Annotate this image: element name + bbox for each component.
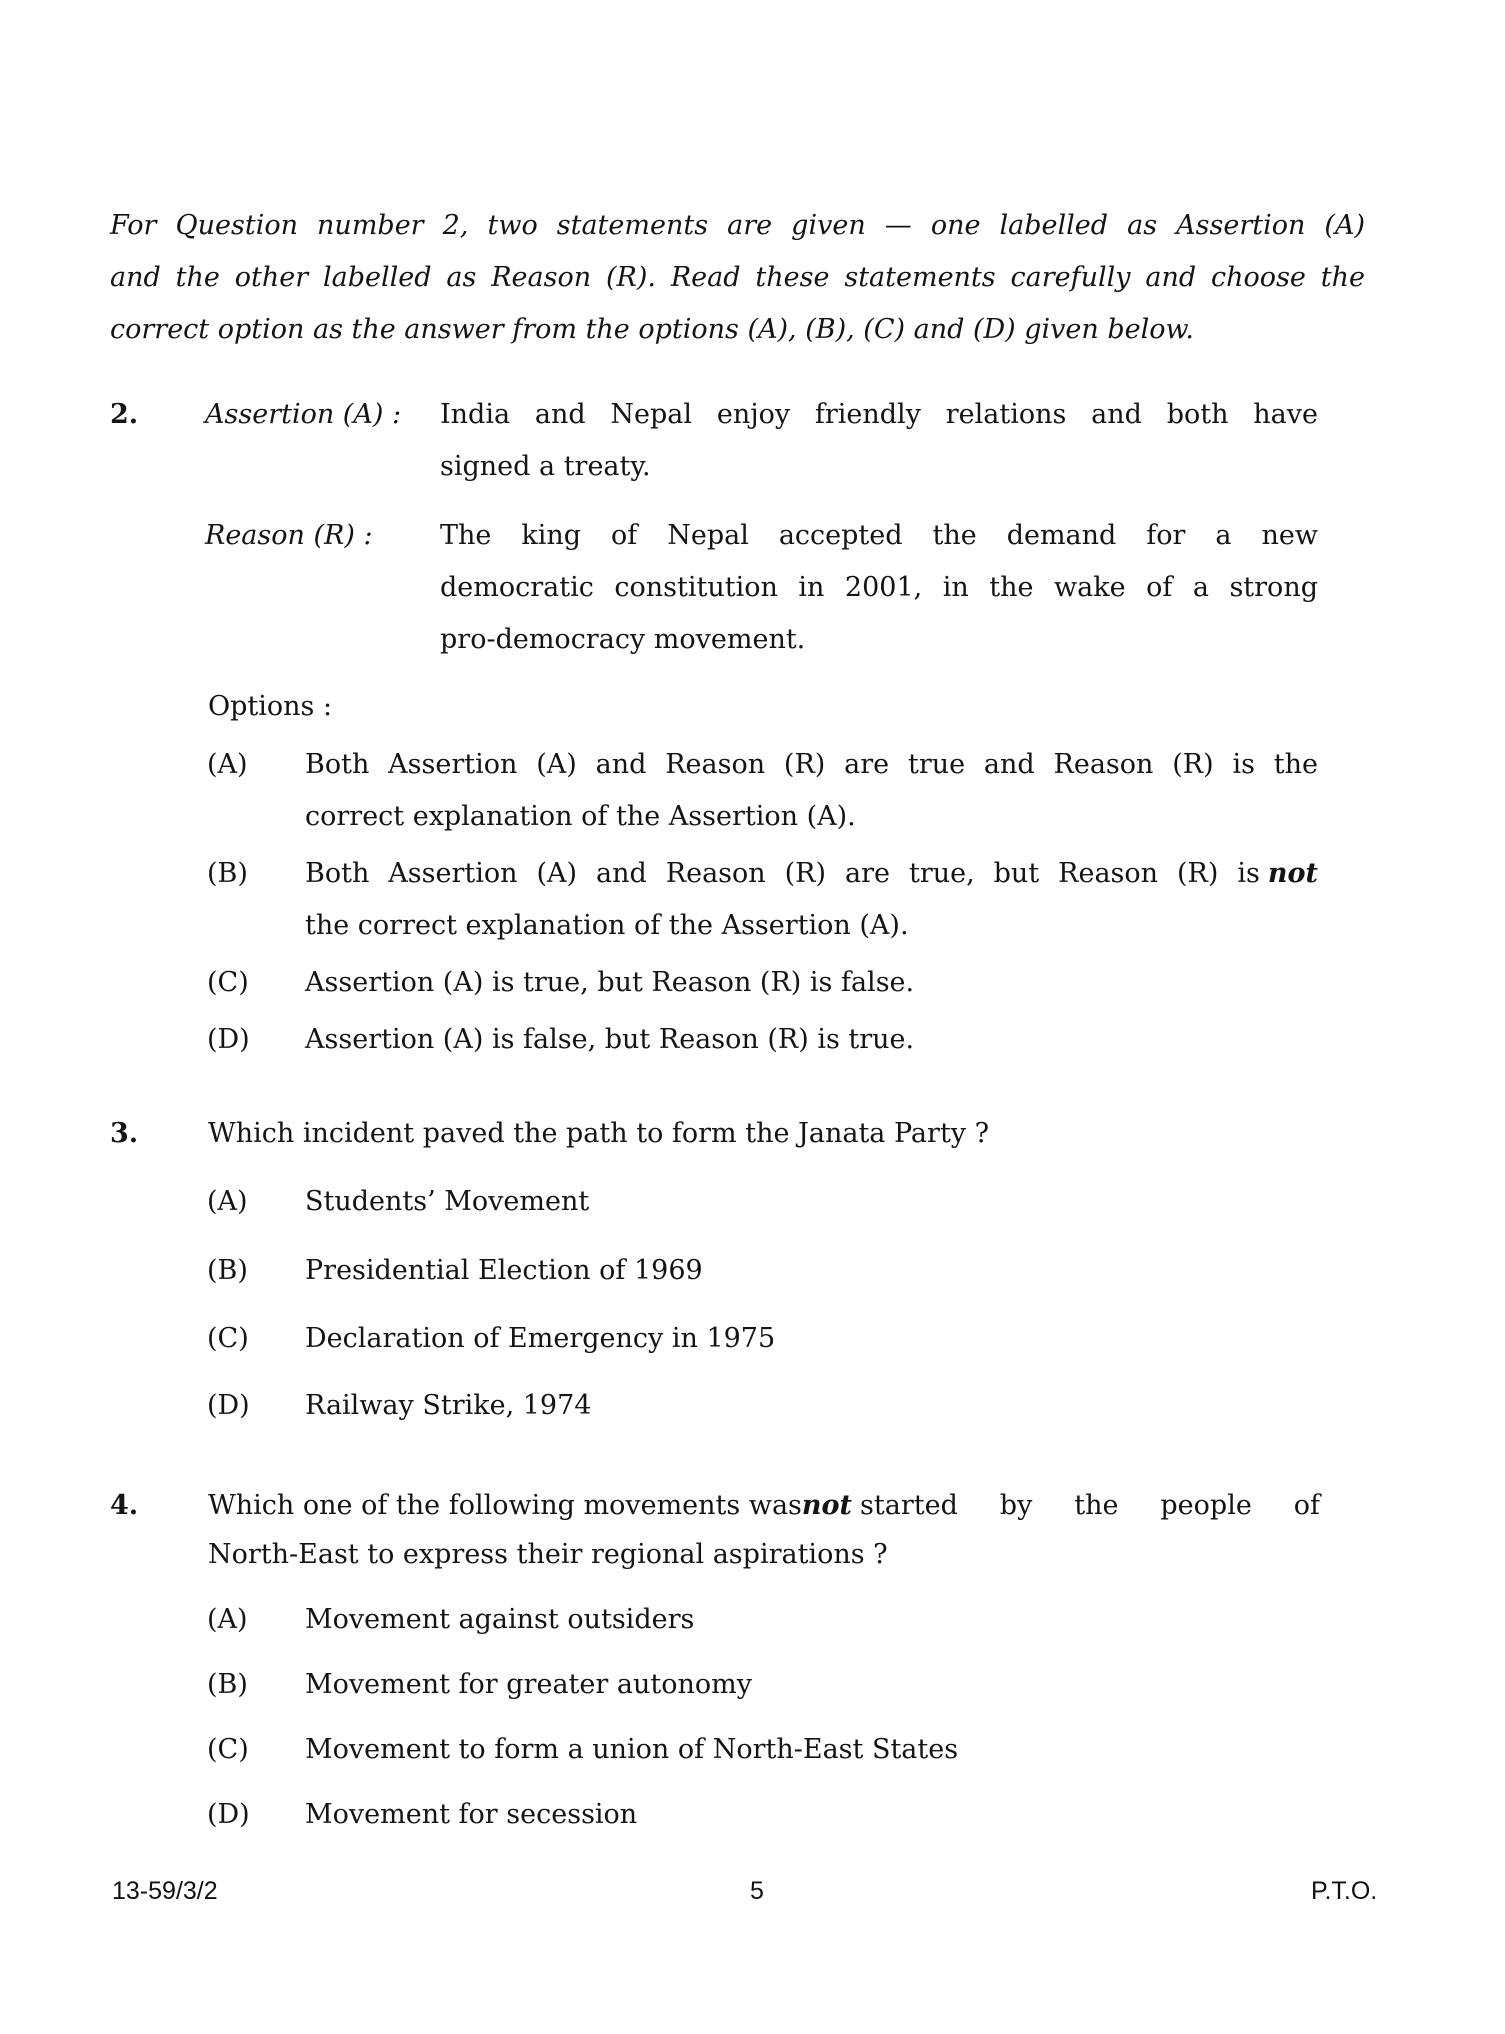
q3-option-d-letter: (D) xyxy=(207,1390,250,1421)
footer-page-number: 5 xyxy=(750,1877,764,1905)
q2-option-c-letter: (C) xyxy=(207,967,249,998)
q2-option-d-letter: (D) xyxy=(207,1024,250,1055)
footer-paper-code: 13-59/3/2 xyxy=(112,1877,218,1905)
q2-option-b-text-line-1 xyxy=(305,857,1318,891)
assertion-text-line-2: signed a treaty. xyxy=(440,451,651,482)
instruction-line-2: and the other labelled as Reason (R). Read these statements carefully and choose the xyxy=(110,262,1365,293)
reason-text-line-2: democratic constitution in 2001, in the wake of a strong xyxy=(440,572,1318,603)
q2-option-b-letter: (B) xyxy=(207,858,248,889)
q2-option-d-text: Assertion (A) is false, but Reason (R) is true. xyxy=(305,1024,915,1055)
instruction-line-3: correct option as the answer from the options (A), (B), (C) and (D) given below. xyxy=(110,314,1195,345)
q3-option-d-text: Railway Strike, 1974 xyxy=(305,1390,592,1421)
q2-option-a-text-line-2: correct explanation of the Assertion (A). xyxy=(305,801,856,832)
q4-option-d-text: Movement for secession xyxy=(305,1799,638,1830)
question-number-3: 3. xyxy=(110,1118,139,1149)
assertion-label: Assertion (A) : xyxy=(205,399,402,430)
question-4-text-line-2: North-East to express their regional aspirations ? xyxy=(208,1539,888,1570)
q2-option-b-text-line-2: the correct explanation of the Assertion (A). xyxy=(305,910,909,941)
q3-option-a-letter: (A) xyxy=(207,1186,248,1217)
footer-pto: P.T.O. xyxy=(1311,1877,1378,1905)
q4-option-a-letter: (A) xyxy=(207,1604,248,1635)
q2-option-b-text-main: Both Assertion (A) and Reason (R) are true, but Reason (R) is xyxy=(305,858,1260,889)
q2-option-a-letter: (A) xyxy=(207,749,248,780)
question-4-text-line-1 xyxy=(208,1489,1320,1523)
assertion-text-line-1: India and Nepal enjoy friendly relations and both have xyxy=(440,399,1318,430)
instruction-line-1: For Question number 2, two statements are given — one labelled as Assertion (A) xyxy=(110,210,1365,241)
q4-option-c-letter: (C) xyxy=(207,1734,249,1765)
question-number-4: 4. xyxy=(110,1490,139,1521)
q4-option-a-text: Movement against outsiders xyxy=(305,1604,695,1635)
reason-text-line-3: pro-democracy movement. xyxy=(440,624,806,655)
q4-option-b-letter: (B) xyxy=(207,1669,248,1700)
q2-option-c-text: Assertion (A) is true, but Reason (R) is false. xyxy=(305,967,915,998)
options-label: Options : xyxy=(208,691,333,722)
question-4-text-pre: Which one of the following movements was xyxy=(208,1490,802,1521)
q3-option-a-text: Students’ Movement xyxy=(305,1186,590,1217)
q3-option-c-text: Declaration of Emergency in 1975 xyxy=(305,1323,776,1354)
q4-option-b-text: Movement for greater autonomy xyxy=(305,1669,752,1700)
q3-option-b-letter: (B) xyxy=(207,1255,248,1286)
question-3-text: Which incident paved the path to form the Janata Party ? xyxy=(208,1118,990,1149)
q2-option-a-text-line-1: Both Assertion (A) and Reason (R) are true and Reason (R) is the xyxy=(305,749,1318,780)
q3-option-c-letter: (C) xyxy=(207,1323,249,1354)
q3-option-b-text: Presidential Election of 1969 xyxy=(305,1255,703,1286)
reason-text-line-1: The king of Nepal accepted the demand for a new xyxy=(440,520,1318,551)
q2-option-b-emphasis: not xyxy=(1267,858,1318,889)
question-4-emphasis: not xyxy=(801,1490,853,1521)
question-4-text-post: started by the people of xyxy=(860,1490,1320,1521)
reason-label: Reason (R) : xyxy=(205,520,373,551)
question-number-2: 2. xyxy=(110,399,139,430)
q4-option-d-letter: (D) xyxy=(207,1799,250,1830)
q4-option-c-text: Movement to form a union of North-East States xyxy=(305,1734,959,1765)
